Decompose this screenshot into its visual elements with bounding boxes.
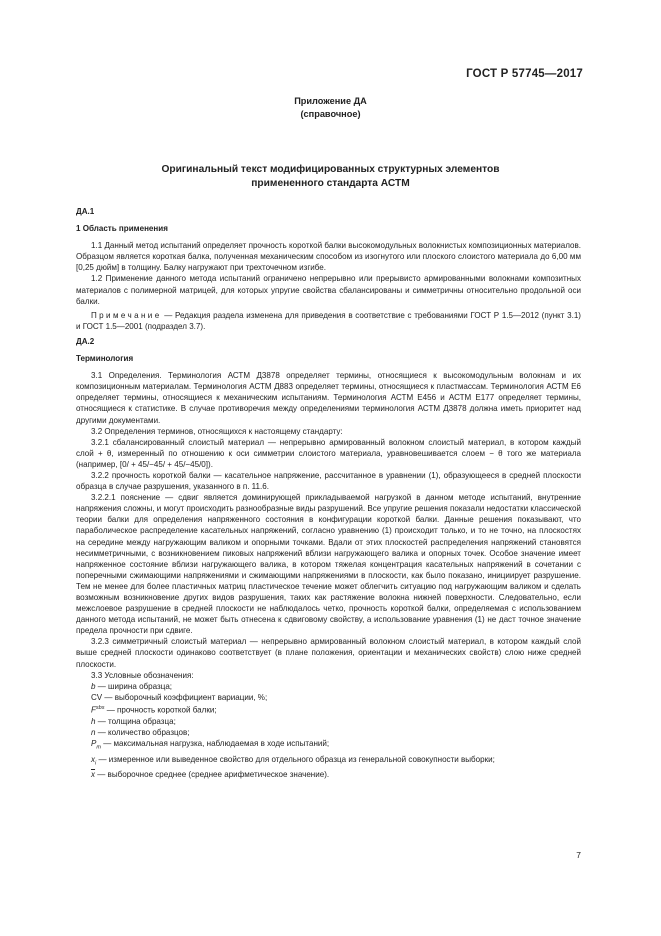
symbol-h-letter: h bbox=[91, 716, 96, 726]
symbol-cv: CV — выборочный коэффициент вариации, %; bbox=[91, 692, 268, 702]
symbol-x-bar-letter: $\overline{x}$ bbox=[91, 770, 96, 780]
scope-heading: 1 Область применения bbox=[76, 224, 168, 234]
symbol-f-letter: F bbox=[91, 705, 96, 715]
symbol-p-subscript: m bbox=[96, 744, 101, 751]
note-label: Примечание bbox=[91, 310, 162, 320]
symbol-x-letter: x bbox=[91, 754, 96, 764]
paragraph-3-2-3: 3.2.3 симметричный слоистый материал — непрерывно армированный волокном слоистый материал, в котором каждый слой выше средней плоскости одинаково соответствует (в плане положения, ориентации и механических свойств) слою ниже средней плоскости. bbox=[76, 637, 581, 669]
paragraph-1-2: 1.2 Применение данного метода испытаний ограничено непрерывно или прерывисто армированными волокнами композитных материалов с полимерной матрицей, для которых упругие свойства сбалансированы и симметричны относительно продольной оси балки. bbox=[76, 274, 581, 306]
section-da1: ДА.1 bbox=[76, 207, 95, 216]
appendix-title-line-1: Оригинальный текст модифицированных структурных элементов bbox=[161, 164, 500, 175]
symbol-x-i: $x_i$ — измеренное или выведенное свойство для отдельного образца из генеральной совокупности выборки; bbox=[91, 754, 495, 767]
paragraph-3-2-1: 3.2.1 сбалансированный слоистый материал — непрерывно армированный волокном слоистый материал, в котором каждый слой + θ, измеренный по отношению к оси симметрии слоистого материала, уравновешивается слоем − θ того же материала (например, [0/ + 45/−45/ + 45/−45/0]). bbox=[76, 437, 581, 469]
appendix-type: (справочное) bbox=[300, 109, 361, 119]
symbol-p-m: $P_m$ — максимальная нагрузка, наблюдаемая в ходе испытаний; bbox=[91, 738, 330, 751]
symbol-b-letter: b bbox=[91, 681, 96, 691]
paragraph-1-1: 1.1 Данный метод испытаний определяет прочность короткой балки высокомодульных волокнистых композиционных материалов. Образцом является короткая балка, полученная механическим способом из изогнутого или плоского слоистого материала до 6,00 мм [0,25 дюйм] в толщину. Балку нагружают при трехточечном изгибе. bbox=[76, 241, 581, 273]
paragraph-3-3: 3.3 Условные обозначения: bbox=[91, 670, 194, 680]
paragraph-3-2-2: 3.2.2 прочность короткой балки — касательное напряжение, рассчитанное в уравнении (1), образующееся в средней плоскости образца в случае разрушения, указанного в п. 11.6. bbox=[76, 470, 581, 492]
symbol-f-sbs: $F^{sbs}$ — прочность короткой балки; bbox=[91, 704, 217, 715]
paragraph-3-1: 3.1 Определения. Терминология АСТМ Д3878 определяет термины, относящиеся к высокомодульным волокнам и их композиционным материалам. Терминология АСТМ Д883 определяет термины, относящиеся к пластмассам. Терминология АСТМ Е6 определяет термины, относящиеся к механическим испытаниям. Терминология АСТМ Е456 и АСТМ Е177 определяет термины, относящиеся к статистике. В случае противоречия между определениями терминология АСТМ Д3878 должна иметь приоритет над другими документами. bbox=[76, 371, 581, 425]
appendix-title-line-2: примененного стандарта АСТМ bbox=[251, 178, 410, 189]
symbol-p-letter: P bbox=[91, 738, 97, 748]
appendix-label: Приложение ДА bbox=[294, 96, 367, 106]
symbol-h: h — толщина образца; bbox=[91, 716, 176, 726]
document-body bbox=[76, 202, 581, 780]
note bbox=[76, 310, 581, 332]
document-id: ГОСТ Р 57745—2017 bbox=[466, 68, 583, 80]
symbol-x-bar: $\overline{x}$ — выборочное среднее (среднее арифметическое значение). bbox=[91, 770, 330, 780]
section-da2: ДА.2 bbox=[76, 336, 95, 346]
symbol-b: b — ширина образца; bbox=[91, 681, 173, 691]
note-text: — Редакция раздела изменена для приведения в соответствие с требованиями ГОСТ Р 1.5—2012 (пункт 3.1) и ГОСТ 1.5—2001 (подраздел 3.7). bbox=[76, 310, 581, 331]
symbol-f-superscript: sbs bbox=[95, 704, 105, 711]
terminology-heading: Терминология bbox=[76, 354, 134, 364]
page-number: 7 bbox=[576, 850, 581, 860]
paragraph-3-2: 3.2 Определения терминов, относящихся к настоящему стандарту: bbox=[91, 426, 343, 436]
paragraph-3-2-2-1: 3.2.2.1 пояснение — сдвиг является доминирующей прикладываемой нагрузкой в данном методе испытаний, внутренние напряжения сложны, и могут происходить разнообразные виды разрушений. Все упругие решения показали недостатки классической теории балки для определения напряженного состояния в конфигурации короткой балки. Данные решения показывают, что параболическое распределение касательных напряжений, согласно уравнению (1) происходит только, и то не точно, на плоскостях на середине между нагружающим валиком и опорными точками. Вдали от этих плоскостей распределения напряжений становятся несимметричными, с возникновением пиковых напряжений вблизи нагружающего валика и опорных точек. Особое значение имеет напряженное состояние вблизи нагружающего валика, в котором тяжелая концентрация касательных напряжений в сочетании с поперечными сжимающими напряжениями и сжимающими напряжениями в плоскости, как было показано, инициирует разрушение. Тем не менее для более пластичных матриц пластическое течение может облегчить ситуацию под нагружающим валиком и сделать возможным возникновение других видов разрушения, таких как растяжение волокна нижней поверхности. Следовательно, если межслоевое разрушение в средней плоскости не наблюдалось четко, прочность короткой балки, определяемая с использованием данного метода испытаний, не может быть отнесена к сдвиговому свойству, а использование уравнения (1) не даст точное значение предела прочности при сдвиге. bbox=[76, 493, 581, 636]
symbol-x-subscript: i bbox=[95, 760, 97, 767]
symbol-n: n — количество образцов; bbox=[91, 727, 190, 737]
symbol-n-letter: n bbox=[91, 727, 96, 737]
